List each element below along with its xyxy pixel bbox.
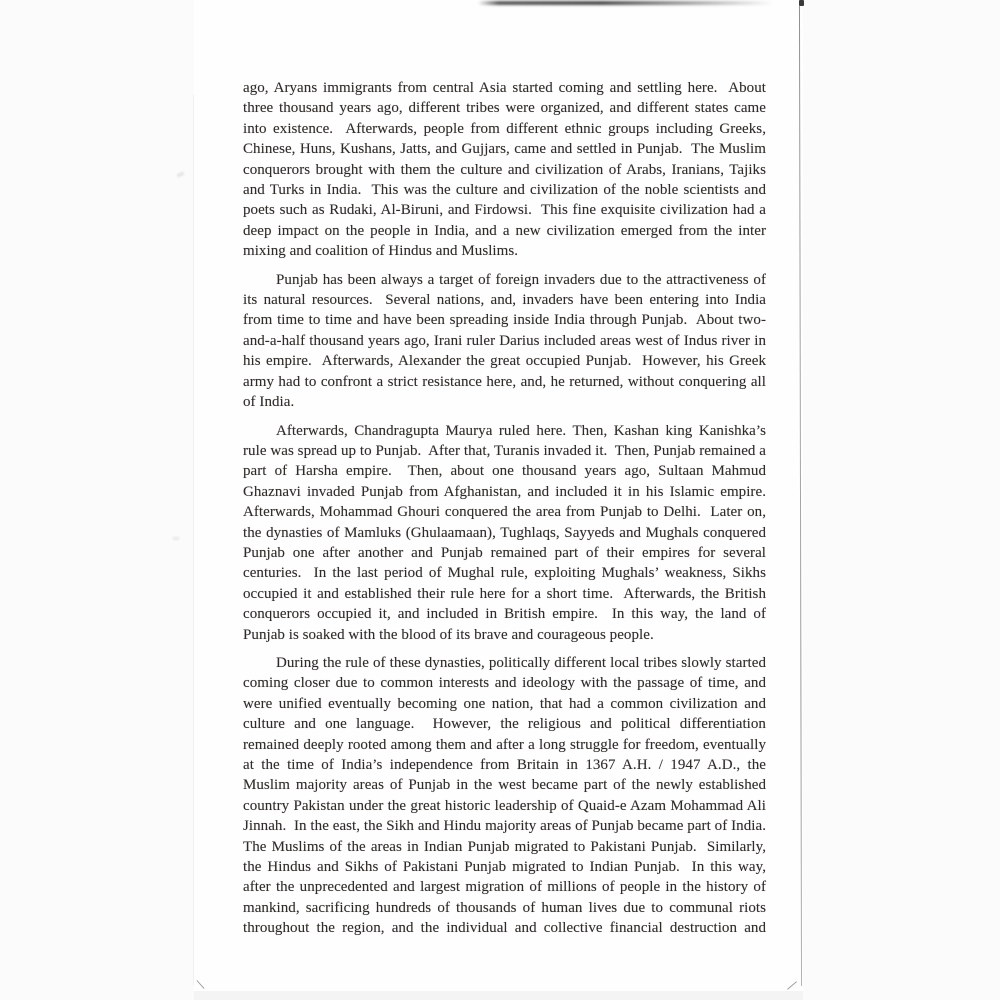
scan-speck (177, 172, 185, 178)
paragraph-1: ago, Aryans immigrants from central Asia started coming and settling here. About three thousand years ago, different tribes were organized, and different states came into existence. Afterwards, people from different ethnic groups including Greeks, Chinese, Huns, Kushans, Jatts, and Gujjars, came and settled in Punjab. The Muslim conquerors brought with them the culture and civilization of Arabs, Iranians, Tajiks and Turks in India. This was the culture and civilization of the noble scientists and poets such as Rudaki, Al-Biruni, and Firdowsi. This fine exquisite civilization had a deep impact on the people in India, and a new civilization emerged from the inter mixing and coalition of Hindus and Muslims. (243, 80, 770, 260)
page-top-edge-shadow (478, 1, 774, 5)
book-page (194, 0, 803, 991)
scan-speck (173, 537, 179, 540)
paragraph-4: During the rule of these dynasties, politically different local tribes slowly started coming closer due to common interests and ideology with the passage of time, and were unified eventually becoming one nation, that had a common civilization and culture and one language. However, the religious and political differentiation remained deeply rooted among them and after a long struggle for freedom, eventually at the time of India’s independence from Britain in 1367 A.H. / 1947 A.D., the Muslim majority areas of Punjab in the west became part of the newly established country Pakistan under the great historic leadership of Quaid-e Azam Mohammad Ali Jinnah. In the east, the Sikh and Hindu majority areas of Punjab became part of India. The Muslims of the areas in Indian Punjab migrated to Pakistani Punjab. Similarly, the Hindus and Sikhs of Pakistani Punjab migrated to Indian Punjab. In this way, after the unprecedented and largest migration of millions of people in the history of mankind, sacrificing hundreds of thousands of human lives due to communal riots throughout the region, and the individual and collective financial destruction and (243, 654, 770, 937)
scan-speck-top-right (799, 0, 804, 6)
page-text (243, 78, 770, 947)
page-left-edge-line (193, 95, 194, 985)
paragraph-3: Afterwards, Chandragupta Maurya ruled here. Then, Kashan king Kanishka’s rule was spread up to Punjab. After that, Turanis invaded it. Then, Punjab remained a part of Harsha empire. Then, about one thousand years ago, Sultaan Mahmud Ghaznavi invaded Punjab from Afghanistan, and included it in his Islamic empire. Afterwards, Mohammad Ghouri conquered the area from Punjab to Delhi. Later on, the dynasties of Mamluks (Ghulaamaan), Tughlaqs, Sayyeds and Mughals conquered Punjab one after another and Punjab remained part of their empires for several centuries. In the last period of Mughal rule, exploiting Mughals’ weakness, Sikhs occupied it and established their rule here for a short time. Afterwards, the British conquerors occupied it, and included in British empire. In this way, the land of Punjab is soaked with the blood of its brave and courageous people. (243, 422, 770, 643)
page-bottom-edge-shadow (194, 991, 803, 1000)
paragraph-2: Punjab has been always a target of foreign invaders due to the attractiveness of its natural resources. Several nations, and, invaders have been entering into India from time to time and have been spreading inside India through Punjab. About two-and-a-half thousand years ago, Irani ruler Darius included areas west of Indus river in his empire. Afterwards, Alexander the great occupied Punjab. However, his Greek army had to confront a strict resistance here, and, he returned, without conquering all of India. (243, 271, 770, 411)
